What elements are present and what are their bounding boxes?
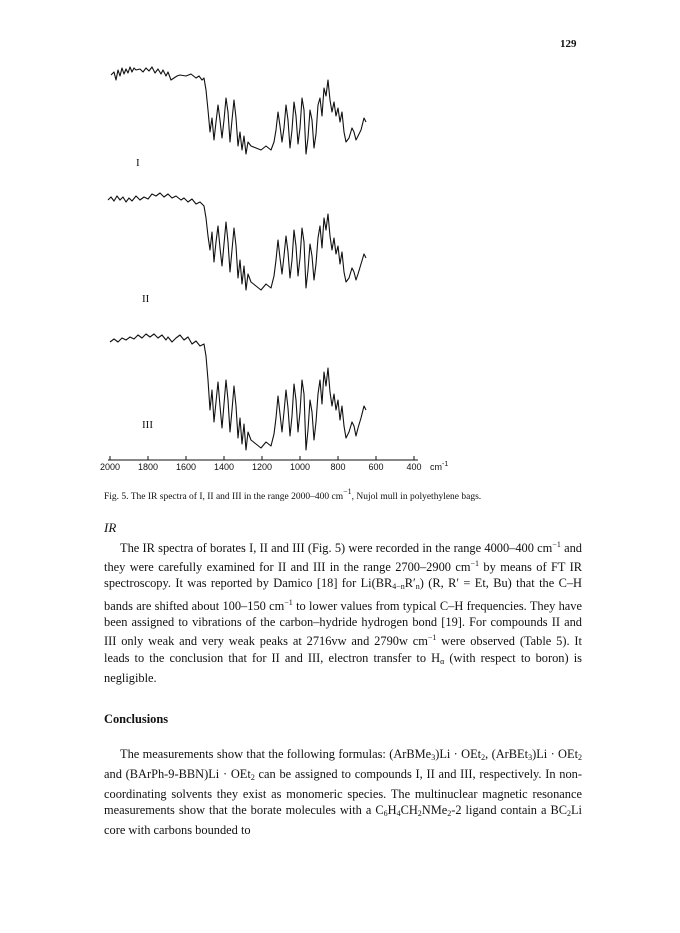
page-number: 129 [560, 38, 577, 50]
figure-caption: Fig. 5. The IR spectra of I, II and III in the range 2000–400 $cm^{-1}$, Nujol mull in polyethylene bags. [104, 487, 482, 502]
x-tick-label: 400 [406, 462, 422, 472]
spectrum-label-1: I [136, 157, 140, 169]
x-tick-label: 2000 [99, 462, 121, 472]
spectrum-ii [108, 193, 366, 290]
x-tick-label: 600 [368, 462, 384, 472]
x-tick-label: 800 [330, 462, 346, 472]
conclusions-title: Conclusions [104, 712, 169, 726]
ir-section-title: IR [104, 520, 117, 535]
spectrum-label-2: II [142, 293, 150, 305]
ir-spectra-figure [96, 50, 476, 480]
conclusions-paragraph: The measurements show that the following formulas: (ArBMe$_3$)Li · OEt$_2$, (ArBEt$_3$)Li · OEt$_2$ and (BArPh-9-BBN)Li · OEt$_2$ can be assigned to compounds I, II and III, respectively. In non-coordinating solvents they exist as monomeric species. The multinuclear magnetic resonance measurements show that the borate molecules with a $C_6H_4CH_2NMe_2-2$ ligand contain a $BC_2Li$ core with carbons bounded to [104, 747, 583, 838]
x-tick-label: 1000 [289, 462, 311, 472]
x-tick-label: 1800 [137, 462, 159, 472]
x-tick-label: 1400 [213, 462, 235, 472]
ir-paragraph: The IR spectra of borates I, II and III (Fig. 5) were recorded in the range 4000–400 $cm^{-1}$ and they were carefully examined for II and III in the range 2700–2900 $cm^{-1}$ by means of FT IR spectroscopy. It was reported by Damico [18] for $Li(BR_{4-n}R'_n)$ (R, R′ = Et, Bu) that the C–H bands are shifted about 100–150 $cm^{-1}$ to lower values from typical C–H frequencies. They have been assigned to vibrations of the carbon–hydride hydrogen bond [19]. For compounds II and III only weak and very weak peaks at 2716vw and 2790w $cm^{-1}$ were observed (Table 5). It leads to the conclusion that for II and III, electron transfer to $H_\alpha$ (with respect to boron) is negligible. [104, 540, 583, 685]
x-tick-label: 1200 [251, 462, 273, 472]
spectrum-label-3: III [142, 419, 153, 431]
spectrum-iii [110, 334, 366, 450]
spectrum-i [111, 67, 366, 154]
x-tick-label: 1600 [175, 462, 197, 472]
x-unit-label: $cm^{-1}$ [430, 461, 449, 472]
